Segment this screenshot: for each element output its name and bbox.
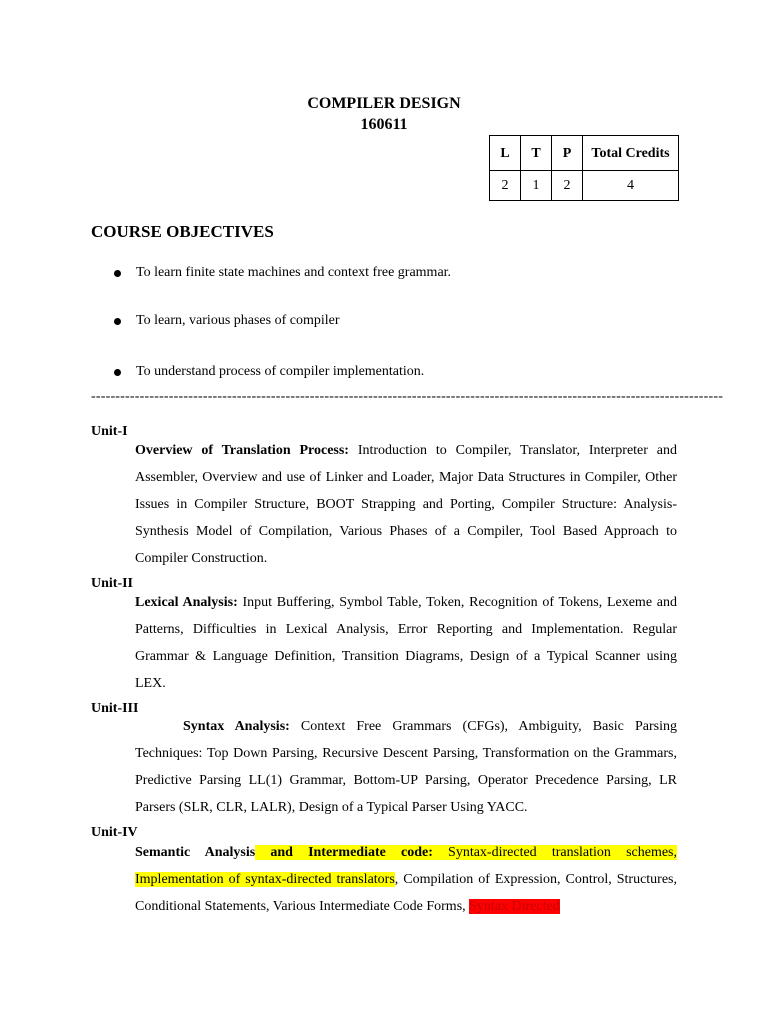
unit-label: Unit-II — [91, 576, 134, 591]
unit-label: Unit-III — [91, 701, 139, 716]
credits-header-row — [490, 136, 679, 171]
unit-description — [135, 839, 677, 920]
unit-title: Syntax Analysis: — [183, 719, 290, 734]
unit-label: Unit-I — [91, 424, 128, 439]
credits-value-row — [490, 171, 679, 201]
unit-text: Input Buffering, Symbol Table, Token, Recognition of Tokens, Lexeme and Patterns, Difficulties in Lexical Analysis, Error Reporting and Implementation. Regular Grammar & Language Definition, Transition Diagrams, Design of a Typical Scanner using LEX. — [135, 595, 677, 691]
unit-description — [135, 437, 677, 572]
credits-header-total: Total Credits — [583, 136, 679, 171]
objectives-heading: COURSE OBJECTIVES — [91, 222, 274, 241]
objective-text: To learn, various phases of compiler — [136, 313, 340, 328]
course-title: COMPILER DESIGN — [307, 95, 461, 112]
credits-table — [489, 135, 679, 201]
unit-title-highlight: and Intermediate code: — [255, 845, 433, 860]
credits-header-l: L — [490, 136, 521, 171]
objective-text: To understand process of compiler implementation. — [136, 364, 425, 379]
unit-title: Lexical Analysis: — [135, 595, 238, 610]
unit-text-red-highlight: Syntax Directed — [469, 899, 560, 914]
credits-value-l: 2 — [490, 171, 521, 201]
bullet-icon — [114, 270, 121, 277]
unit-text: Introduction to Compiler, Translator, Interpreter and Assembler, Overview and use of Linker and Loader, Major Data Structures in Compiler, Other Issues in Compiler Structure, BOOT Strapping and Porting, Compiler Structure: Analysis-Synthesis Model of Compilation, Various Phases of a Compiler, Tool Based Approach to Compiler Construction. — [135, 443, 677, 566]
unit-title: Overview of Translation Process: — [135, 443, 349, 458]
unit-text-highlight: Syntax-directed translation schemes, Implementation of syntax-directed translators — [135, 845, 678, 887]
bullet-icon — [114, 369, 121, 376]
objective-text: To learn finite state machines and context free grammar. — [136, 265, 452, 280]
unit-text: Context Free Grammars (CFGs), Ambiguity, Basic Parsing Techniques: Top Down Parsing, Recursive Descent Parsing, Transformation on the Grammars, Predictive Parsing LL(1) Grammar, Bottom-UP Parsing, Operator Precedence Parsing, LR Parsers (SLR, CLR, LALR), Design of a Typical Parser Using YACC. — [135, 719, 677, 815]
credits-value-t: 1 — [521, 171, 552, 201]
section-divider: ---------------------------------------------------------------------------------------------------------------------------------- — [91, 389, 724, 404]
unit-title: Semantic Analysis — [135, 845, 256, 860]
course-code: 160611 — [360, 116, 408, 133]
unit-description — [135, 713, 677, 821]
bullet-icon — [114, 318, 121, 325]
credits-value-total: 4 — [583, 171, 679, 201]
credits-header-t: T — [521, 136, 552, 171]
credits-header-p: P — [552, 136, 583, 171]
unit-text: , Compilation of Expression, Control, Structures, Conditional Statements, Various Intermediate Code Forms, — [135, 872, 678, 914]
unit-label: Unit-IV — [91, 825, 138, 840]
unit-description — [135, 589, 677, 697]
credits-value-p: 2 — [552, 171, 583, 201]
